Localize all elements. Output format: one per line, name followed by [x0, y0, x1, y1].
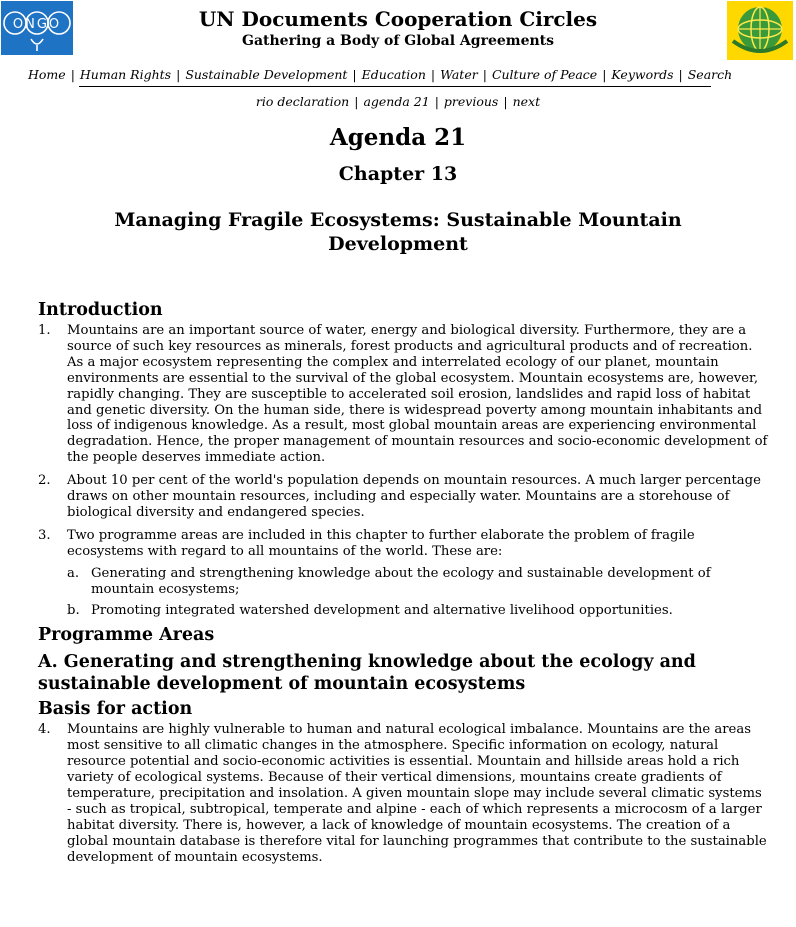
subnav-link-previous[interactable]: previous — [443, 94, 499, 109]
subnav-link-next[interactable]: next — [512, 94, 541, 109]
sub-item-b — [67, 603, 768, 619]
subnav-separator: | — [503, 94, 508, 109]
chapter-number: Chapter 13 — [338, 163, 458, 185]
paragraph-text: Two programme areas are included in this chapter to further elaborate the problem of fragile ecosystems with regard to all mountains of the world. These are: — [67, 527, 695, 559]
section-heading-programme-areas: Programme Areas — [38, 625, 215, 646]
chapter-heading-line1: Managing Fragile Ecosystems: Sustainable Mountain — [114, 209, 682, 231]
nav-link-culture-of-peace[interactable]: Culture of Peace — [491, 67, 598, 82]
area-a-line1: A. Generating and strengthening knowledge about the ecology and — [38, 652, 696, 673]
paragraph-1 — [38, 323, 768, 466]
main-nav — [28, 66, 768, 84]
programme-area-list — [67, 566, 768, 619]
paragraph-4 — [38, 722, 768, 865]
subnav-link-rio-declaration[interactable]: rio declaration — [255, 94, 350, 109]
paragraph-2 — [38, 473, 768, 521]
document-body — [38, 300, 768, 873]
nav-separator: | — [352, 67, 357, 82]
nav-separator: | — [678, 67, 683, 82]
section-heading-introduction: Introduction — [38, 300, 163, 320]
paragraph-number: 3. — [38, 527, 51, 543]
nav-separator: | — [482, 67, 487, 82]
nav-link-education[interactable]: Education — [361, 67, 426, 82]
nav-separator: | — [70, 67, 75, 82]
document-title: Agenda 21 — [329, 124, 467, 151]
site-title: UN Documents Cooperation Circles — [198, 7, 598, 31]
paragraph-3 — [38, 528, 768, 619]
chapter-heading-line2: Development — [328, 233, 468, 255]
nav-separator: | — [176, 67, 181, 82]
paragraph-list — [38, 323, 768, 618]
paragraph-text: Mountains are an important source of water, energy and biological diversity. Furthermore, they are a source of such key resources as minerals, forest products and agricultural products and of recreation. As a major ecosystem representing the complex and interrelated ecology of our planet, mountain environments are essential to the survival of the global ecosystem. Mountain ecosystems are, however, rapidly changing. They are susceptible to accelerated soil erosion, landslides and rapid loss of habitat and genetic diversity. On the human side, there is widespread poverty among mountain inhabitants and loss of indigenous knowledge. As a result, most global mountain areas are experiencing environmental degradation. Hence, the proper management of mountain resources and socio-economic development of the people deserves immediate action. — [67, 323, 768, 466]
paragraph-text: Mountains are highly vulnerable to human and natural ecological imbalance. Mountains are the areas most sensitive to all climatic changes in the atmosphere. Specific information on ecology, natural resource potential and socio-economic activities is essential. Mountain and hillside areas hold a rich variety of ecological systems. Because of their vertical dimensions, mountains create gradients of temperature, precipitation and insolation. A given mountain slope may include several climatic systems - such as tropical, subtropical, temperate and alpine - each of which represents a microcosm of a larger habitat diversity. There is, however, a lack of knowledge of mountain ecosystems. The creation of a global mountain database is therefore vital for launching programmes that contribute to the sustainable development of mountain ecosystems. — [67, 722, 767, 865]
nav-link-home[interactable]: Home — [28, 67, 66, 82]
ongo-logo-text: ONGO — [12, 17, 62, 32]
paragraph-list-basis — [38, 722, 768, 865]
section-heading-basis-for-action: Basis for action — [38, 699, 193, 720]
paragraph-text: About 10 per cent of the world's population depends on mountain resources. A much larger percentage draws on other mountain resources, including and especially water. Mountains are a storehouse of biological diversity and endangered species. — [67, 473, 761, 520]
paragraph-number: 4. — [38, 722, 51, 738]
nav-link-human-rights[interactable]: Human Rights — [79, 67, 172, 82]
paragraph-number: 2. — [38, 473, 51, 489]
nav-link-sustainable-development[interactable]: Sustainable Development — [185, 67, 348, 82]
sub-item-text: Generating and strengthening knowledge about the ecology and sustainable development of mountain ecosystems; — [91, 565, 711, 597]
section-heading-area-a — [38, 651, 768, 695]
subnav-separator: | — [434, 94, 439, 109]
chapter-heading — [0, 208, 796, 256]
nav-link-search[interactable]: Search — [687, 67, 733, 82]
nav-separator: | — [602, 67, 607, 82]
site-subtitle: Gathering a Body of Global Agreements — [241, 33, 555, 49]
nav-separator: | — [430, 67, 436, 82]
subnav-link-agenda-21[interactable]: agenda 21 — [363, 94, 430, 109]
nav-link-keywords[interactable]: Keywords — [611, 67, 674, 82]
nav-divider — [79, 86, 711, 87]
paragraph-number: 1. — [38, 323, 51, 338]
area-a-line2: sustainable development of mountain ecosystems — [38, 674, 526, 695]
nav-link-water[interactable]: Water — [440, 67, 478, 82]
document-nav — [0, 93, 796, 111]
sub-item-letter: b. — [67, 602, 80, 618]
sub-item-a — [67, 566, 768, 598]
sub-item-letter: a. — [67, 565, 80, 581]
sub-item-text: Promoting integrated watershed development and alternative livelihood opportunities. — [91, 602, 673, 618]
subnav-separator: | — [354, 94, 359, 109]
